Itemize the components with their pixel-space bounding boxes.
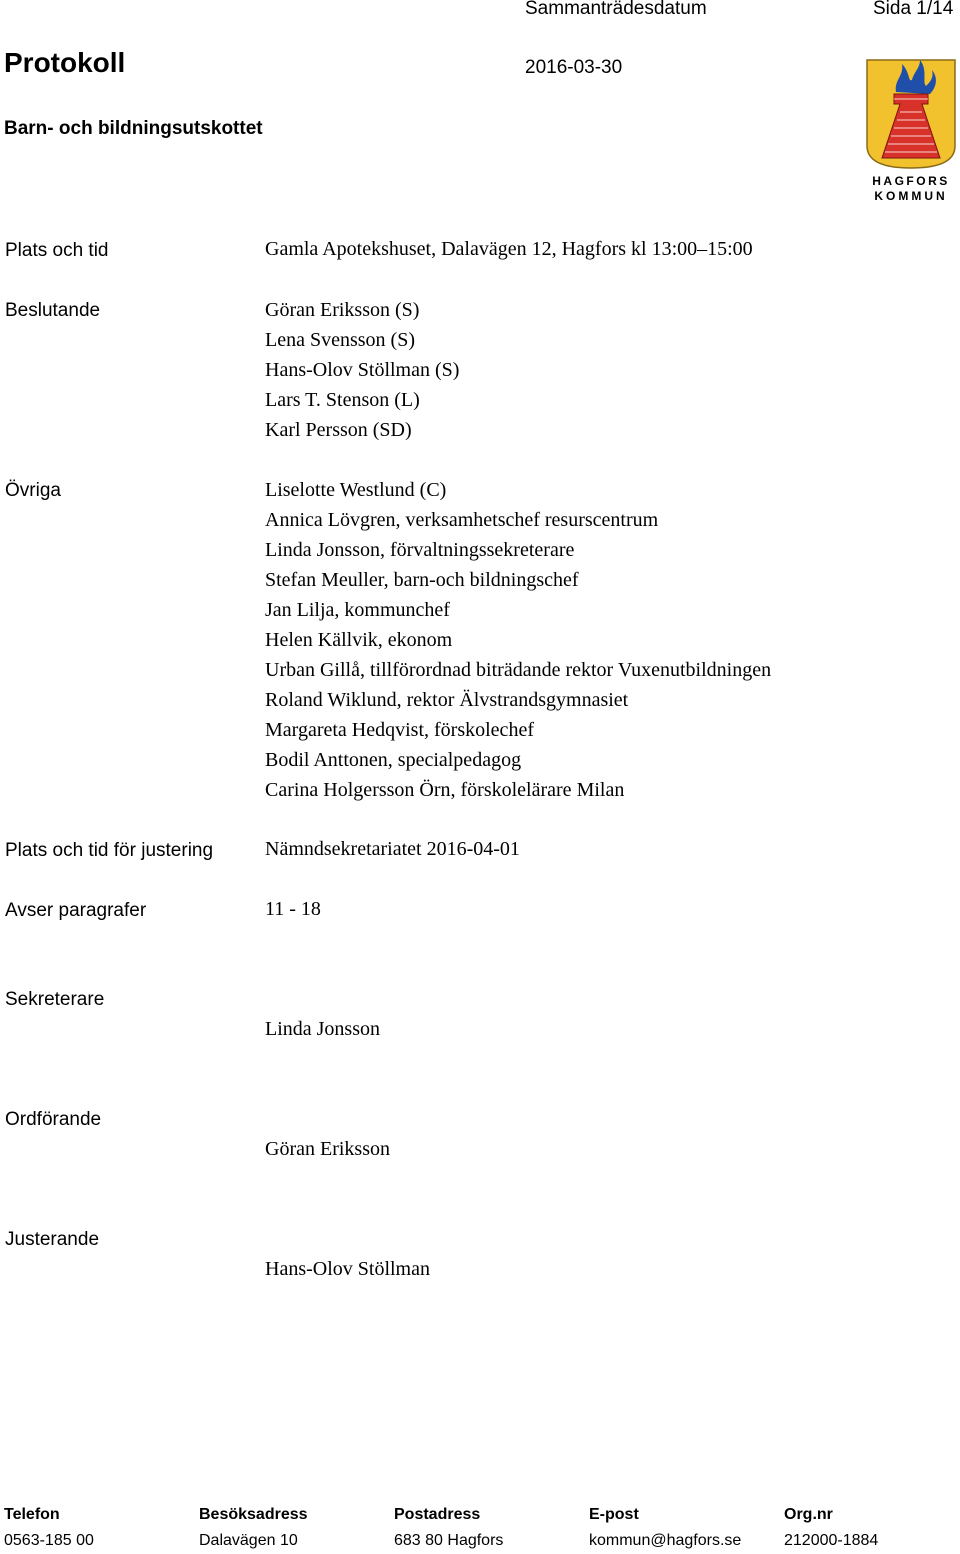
paragraphs-value: 11 - 18	[265, 898, 321, 920]
other-attendee: Urban Gillå, tillförordnad biträdande rektor Vuxenutbildningen	[265, 659, 772, 681]
other-attendee: Stefan Meuller, barn-och bildningschef	[265, 569, 579, 591]
deciding-label: Beslutande	[5, 300, 101, 321]
footer-visit-value: Dalavägen 10	[199, 1532, 298, 1549]
footer-orgnr-label: Org.nr	[784, 1506, 833, 1523]
deciding-member: Lars T. Stenson (L)	[265, 389, 420, 411]
other-attendee: Bodil Anttonen, specialpedagog	[265, 749, 522, 771]
chair-name: Göran Eriksson	[265, 1138, 390, 1160]
hagfors-coat-of-arms-icon	[864, 58, 958, 202]
secretary-label: Sekreterare	[5, 989, 105, 1010]
place-time-value: Gamla Apotekshuset, Dalavägen 12, Hagfors kl 13:00–15:00	[265, 238, 753, 260]
paragraphs-label: Avser paragrafer	[5, 900, 147, 921]
adjustment-value: Nämndsekretariatet 2016-04-01	[265, 838, 520, 860]
document-title: Protokoll	[4, 47, 126, 78]
secretary-name: Linda Jonsson	[265, 1018, 380, 1040]
other-attendee: Margareta Hedqvist, förskolechef	[265, 719, 534, 741]
other-attendee: Roland Wiklund, rektor Älvstrandsgymnasiet	[265, 689, 629, 711]
deciding-member: Lena Svensson (S)	[265, 329, 415, 351]
adjuster-name: Hans-Olov Stöllman	[265, 1258, 430, 1280]
footer-postal-label: Postadress	[394, 1506, 481, 1523]
page-number: Sida 1/14	[873, 0, 954, 19]
logo-text-line2: KOMMUN	[874, 189, 948, 202]
deciding-list	[265, 295, 459, 445]
committee-name: Barn- och bildningsutskottet	[4, 118, 263, 139]
adjustment-label: Plats och tid för justering	[5, 840, 214, 861]
others-list	[265, 475, 771, 805]
footer-phone-value: 0563-185 00	[4, 1532, 94, 1549]
footer-visit-label: Besöksadress	[199, 1506, 308, 1523]
deciding-member: Hans-Olov Stöllman (S)	[265, 359, 460, 381]
deciding-member: Göran Eriksson (S)	[265, 299, 420, 321]
deciding-member: Karl Persson (SD)	[265, 419, 412, 441]
footer-email-value[interactable]: kommun@hagfors.se	[589, 1532, 742, 1549]
meeting-date: 2016-03-30	[525, 57, 623, 78]
place-time-label: Plats och tid	[5, 240, 109, 261]
other-attendee: Helen Källvik, ekonom	[265, 629, 453, 651]
others-label: Övriga	[5, 480, 61, 501]
other-attendee: Annica Lövgren, verksamhetschef resurscentrum	[265, 509, 659, 531]
other-attendee: Liselotte Westlund (C)	[265, 479, 447, 501]
other-attendee: Carina Holgersson Örn, förskolelärare Milan	[265, 779, 625, 801]
other-attendee: Jan Lilja, kommunchef	[265, 599, 450, 621]
hagfors-logo	[864, 58, 958, 202]
footer-postal-value: 683 80 Hagfors	[394, 1532, 504, 1549]
footer-email-label: E-post	[589, 1506, 639, 1523]
footer-phone-label: Telefon	[4, 1506, 60, 1523]
adjuster-label: Justerande	[5, 1229, 100, 1250]
logo-text-line1: HAGFORS	[872, 174, 950, 188]
chair-label: Ordförande	[5, 1109, 102, 1130]
footer-orgnr-value: 212000-1884	[784, 1532, 879, 1549]
meeting-date-label: Sammanträdesdatum	[525, 0, 707, 19]
other-attendee: Linda Jonsson, förvaltningssekreterare	[265, 539, 575, 561]
